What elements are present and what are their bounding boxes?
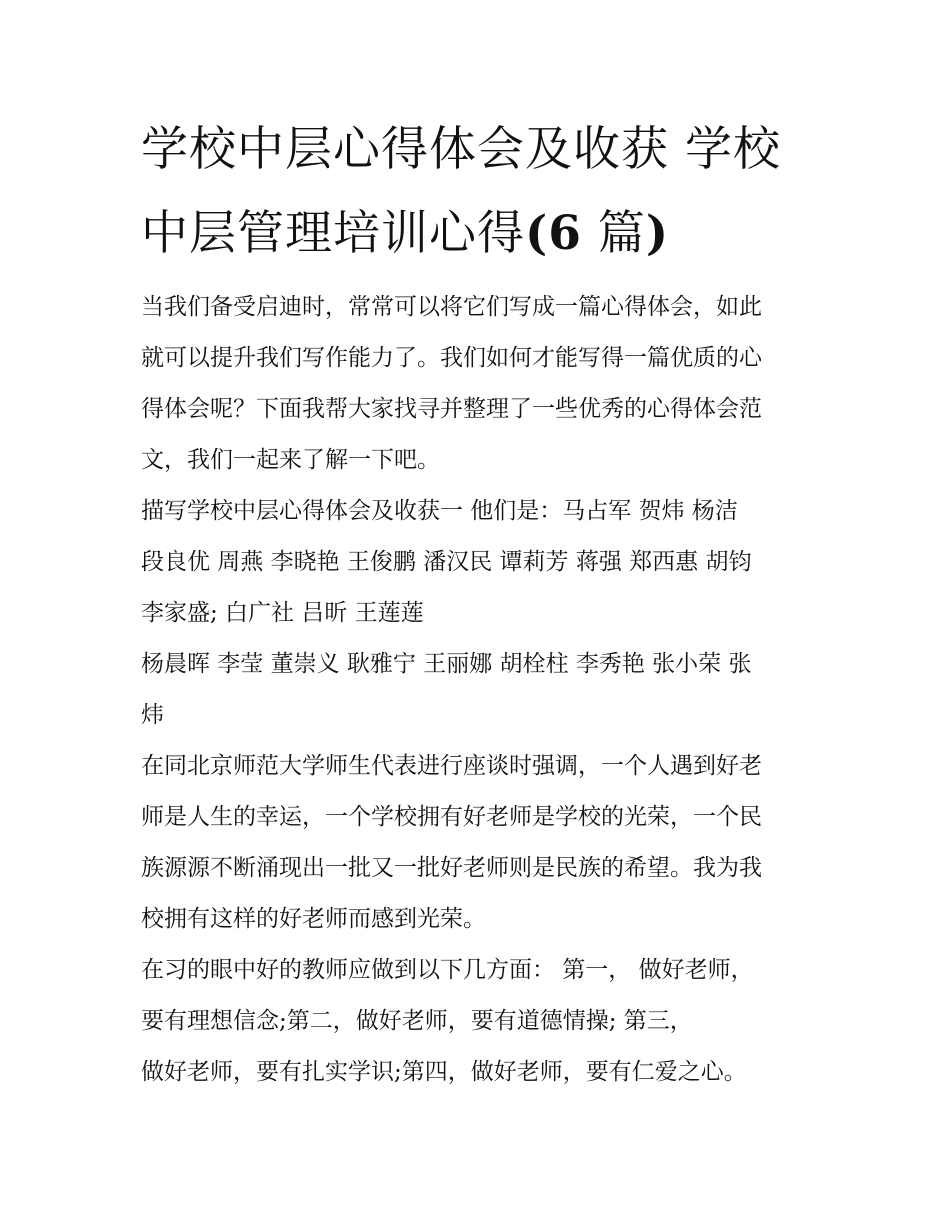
paragraph-line: 文，我们一起来了解一下吧。 xyxy=(141,447,440,473)
paragraph-line: 炜 xyxy=(141,702,164,728)
paragraph-line: 校拥有这样的好老师而感到光荣。 xyxy=(141,906,486,932)
paragraph-line: 得体会呢？下面我帮大家找寻并整理了一些优秀的心得体会范 xyxy=(141,396,762,422)
document-title xyxy=(141,108,821,276)
title-count-close: ) xyxy=(645,206,670,261)
paragraph-line: 做好老师，要有扎实学识;第四，做好老师，要有仁爱之心。 xyxy=(141,1059,747,1085)
title-line-1: 学校中层心得体会及收获 学校 xyxy=(141,122,781,177)
title-count-open: (6 xyxy=(525,206,582,261)
paragraph-intro xyxy=(141,282,821,486)
paragraph-speech xyxy=(141,741,821,945)
paragraph-line: 李家盛; 白广社 吕昕 王莲莲 xyxy=(141,600,424,626)
title-line-2 xyxy=(141,192,821,276)
paragraph-teacher-qualities xyxy=(141,945,821,1098)
title-count-unit: 篇 xyxy=(581,206,646,261)
paragraph-line: 在习的眼中好的教师应做到以下几方面： 第一， 做好老师， xyxy=(141,957,754,983)
paragraph-line: 描写学校中层心得体会及收获一 他们是：马占军 贺炜 杨洁 xyxy=(141,498,738,524)
paragraph-line: 族源源不断涌现出一批又一批好老师则是民族的希望。我为我 xyxy=(141,855,762,881)
document-page xyxy=(141,108,821,1098)
paragraph-line: 段良优 周燕 李晓艳 王俊鹏 潘汉民 谭莉芳 蒋强 郑西惠 胡钧 xyxy=(141,549,752,575)
paragraph-line: 师是人生的幸运，一个学校拥有好老师是学校的光荣，一个民 xyxy=(141,804,762,830)
paragraph-names-1 xyxy=(141,486,821,639)
title-line-2-prefix: 中层管理培训心得 xyxy=(141,206,525,261)
paragraph-line: 杨晨晖 李莹 董崇义 耿雅宁 王丽娜 胡栓柱 李秀艳 张小荣 张 xyxy=(141,651,752,677)
paragraph-names-2 xyxy=(141,639,821,741)
paragraph-line: 就可以提升我们写作能力了。我们如何才能写得一篇优质的心 xyxy=(141,345,762,371)
paragraph-line: 当我们备受启迪时，常常可以将它们写成一篇心得体会，如此 xyxy=(141,294,762,320)
paragraph-line: 要有理想信念;第二，做好老师，要有道德情操; 第三， xyxy=(141,1008,693,1034)
paragraph-line: 在同北京师范大学师生代表进行座谈时强调，一个人遇到好老 xyxy=(141,753,762,779)
